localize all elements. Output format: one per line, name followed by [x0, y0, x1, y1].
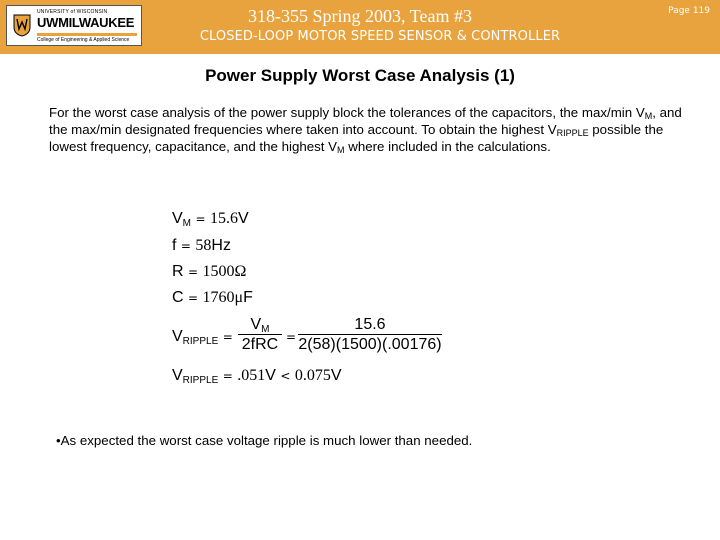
- ripple-fraction-numeric: $\frac{15.6}{2(58)(1500)(.00176)}$: [298, 316, 442, 353]
- ripple-equals: =: [286, 330, 297, 344]
- slide-title: Power Supply Worst Case Analysis (1): [205, 66, 515, 85]
- header-banner: [0, 0, 720, 54]
- equation-resistance: R = 1500Ω: [172, 263, 247, 280]
- logo-wordmark: UWMILWAUKEE: [37, 15, 135, 30]
- logo-college: College of Engineering & Applied Science: [37, 37, 130, 43]
- intro-paragraph: For the worst case analysis of the power supply block the tolerances of the capacitors, the max/min $V_M$, and the max/min designated frequencies where taken into account. To obtain the highest $V_{RIPPLE}$ possible the lowest frequency, capacitance, and the highest $V_M$ where included in the calculations.: [49, 105, 682, 155]
- ripple-fraction-symbolic: $V_M$ 2fRC: [238, 316, 282, 354]
- ripple-lhs: $V_{RIPPLE}$ =: [172, 328, 233, 347]
- equation-result: $V_{RIPPLE} = .051V < 0.075V$: [172, 367, 342, 386]
- equation-capacitance: C = 1760μF: [172, 289, 253, 306]
- logo-university: UNIVERSITY of WISCONSIN: [37, 9, 108, 15]
- equation-frequency: f = 58Hz: [172, 237, 231, 254]
- equation-vm: $V_M = 15.6V$: [172, 210, 249, 229]
- conclusion-bullet: •As expected the worst case voltage ripple is much lower than needed.: [56, 433, 473, 448]
- course-title: 318-355 Spring 2003, Team #3: [248, 6, 472, 26]
- page-number: Page 119: [668, 6, 710, 16]
- project-title: CLOSED-LOOP MOTOR SPEED SENSOR & CONTROLLER: [199, 29, 561, 44]
